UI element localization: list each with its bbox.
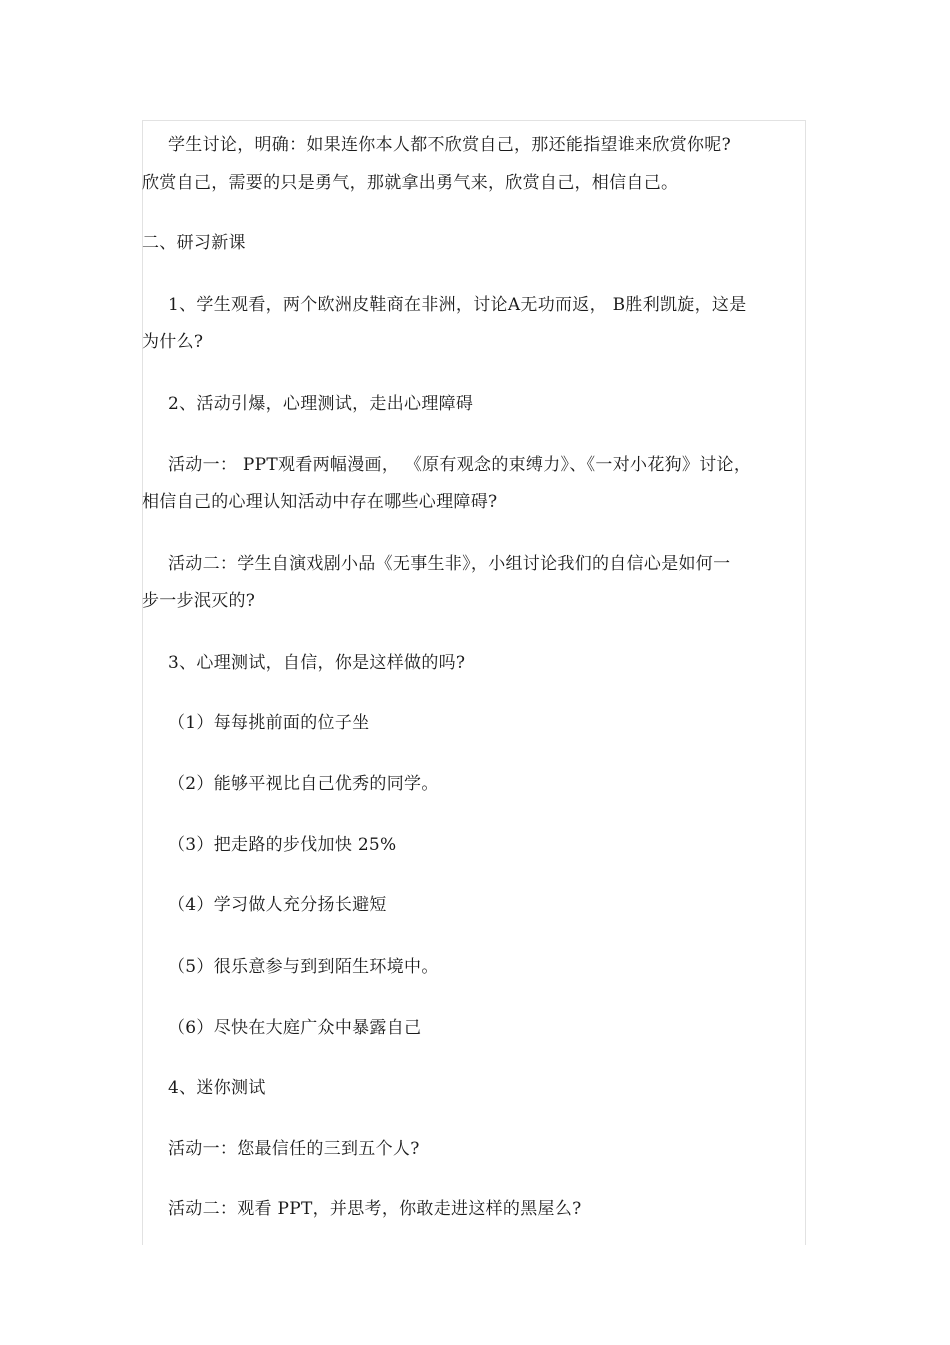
paragraph-line: 为什么? xyxy=(142,332,204,352)
paragraph-line: 3、心理测试，自信，你是这样做的吗? xyxy=(168,653,466,673)
paragraph-line: 学生讨论，明确：如果连你本人都不欣赏自己，那还能指望谁来欣赏你呢? xyxy=(168,135,732,155)
section-heading: 二、研习新课 xyxy=(142,233,246,253)
paragraph-line: 欣赏自己，需要的只是勇气，那就拿出勇气来，欣赏自己，相信自己。 xyxy=(142,173,679,193)
paragraph-line: 2、活动引爆，心理测试，走出心理障碍 xyxy=(168,394,474,414)
paragraph-line: 活动一：您最信任的三到五个人? xyxy=(168,1139,420,1159)
paragraph-line: 活动二：观看 PPT，并思考，你敢走进这样的黑屋么? xyxy=(168,1199,582,1219)
paragraph-line: 相信自己的心理认知活动中存在哪些心理障碍? xyxy=(142,492,498,512)
paragraph-line: 活动二：学生自演戏剧小品《无事生非》，小组讨论我们的自信心是如何一 xyxy=(168,554,731,574)
list-item: （2）能够平视比自己优秀的同学。 xyxy=(168,774,439,794)
list-item: （6）尽快在大庭广众中暴露自己 xyxy=(168,1018,422,1038)
paragraph-line: 1、学生观看，两个欧洲皮鞋商在非洲，讨论A无功而返， B胜利凯旋，这是 xyxy=(168,295,747,315)
list-item: （3）把走路的步伐加快 25% xyxy=(168,835,397,855)
paragraph-line: 活动一： PPT观看两幅漫画， 《原有观念的束缚力》、《一对小花狗》讨论， xyxy=(168,455,752,475)
list-item: （5）很乐意参与到到陌生环境中。 xyxy=(168,957,439,977)
list-item: （1）每每挑前面的位子坐 xyxy=(168,713,370,733)
paragraph-line: 步一步泯灭的? xyxy=(142,591,256,611)
list-item: （4）学习做人充分扬长避短 xyxy=(168,895,387,915)
paragraph-line: 4、迷你测试 xyxy=(168,1078,266,1098)
